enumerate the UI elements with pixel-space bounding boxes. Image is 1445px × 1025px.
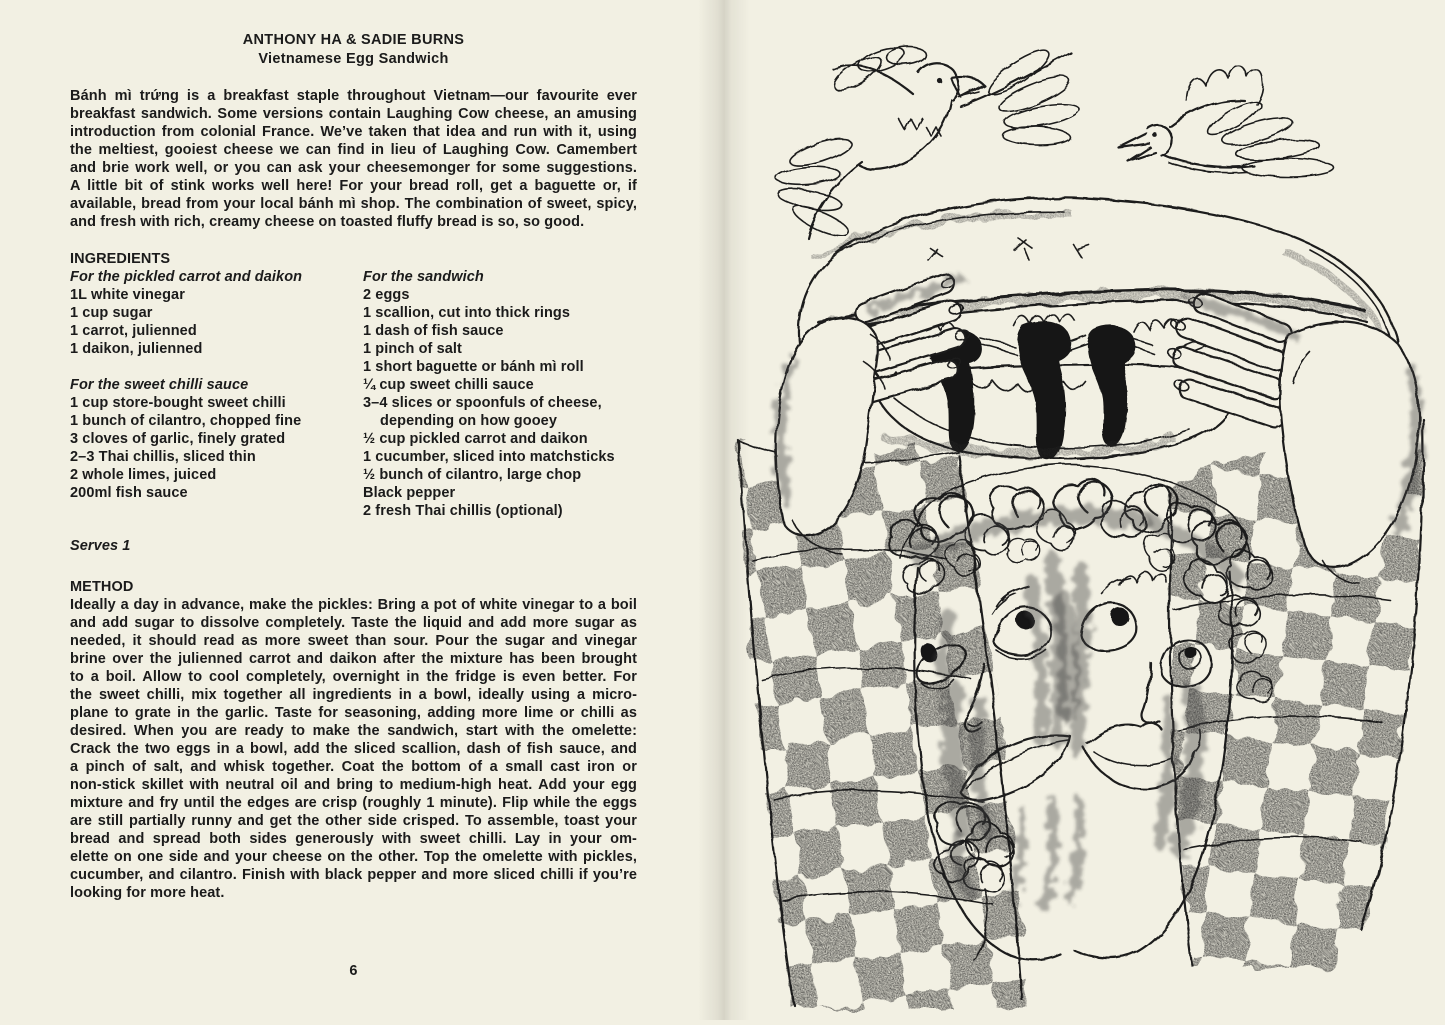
ingredient-line: 1 carrot, julienned [70, 323, 197, 339]
ingredient-line: For the sandwich [363, 269, 484, 285]
ingredient-line: 1 dash of fish sauce [363, 323, 504, 339]
method-line: looking for more heat. [70, 885, 225, 901]
method-line: mixture and fry until the edges are crisp (roughly 1 minute). Flip while the eggs [70, 795, 637, 811]
ingredient-line: ¼ cup sweet chilli sauce [363, 377, 534, 393]
method-line: and add sugar to dissolve completely. Taste the liquid and add more sugar as [70, 615, 637, 631]
ingredient-line: For the pickled carrot and daikon [70, 269, 303, 285]
page-number: 6 [349, 963, 358, 979]
ingredient-line: 3–4 slices or spoonfuls of cheese, [363, 395, 602, 411]
ingredient-line: 1 daikon, julienned [70, 341, 203, 357]
intro-line: available, bread from your local bánh mì shop. The combination of sweet, spicy, [70, 196, 637, 212]
ingredient-line: 2 eggs [363, 287, 410, 303]
recipe-page [0, 0, 722, 1020]
ingredient-line: 2 fresh Thai chillis (optional) [363, 503, 563, 519]
ingredient-line: 1 cup store-bought sweet chilli [70, 395, 286, 411]
ingredient-line: ½ bunch of cilantro, large chop [363, 467, 582, 483]
ingredient-line: 1L white vinegar [70, 287, 185, 303]
bird-right-drawing [1118, 66, 1334, 177]
title-block [70, 31, 637, 69]
ingredient-line: 1 short baguette or bánh mì roll [363, 359, 584, 375]
method-line: are still partially runny and get the other side crisped. To assemble, toast your [70, 813, 637, 829]
intro-line: A little bit of stink works well here! For your bread roll, get a baguette or, if [70, 178, 637, 194]
method-line: elette on one side and your cheese on the other. Top the omelette with pickles, [70, 849, 637, 865]
method-line: to a boil. Allow to cool completely, overnight in the fridge is even better. For [70, 669, 637, 685]
banh-mi-illustration [722, 0, 1445, 1020]
recipe-title: Vietnamese Egg Sandwich [258, 51, 449, 67]
intro-line: Bánh mì trứng is a breakfast staple throughout Vietnam—our favourite ever [70, 88, 637, 104]
ingredient-line: 2–3 Thai chillis, sliced thin [70, 449, 256, 465]
ingredient-line: 1 cup sugar [70, 305, 153, 321]
intro-line: introduction from colonial France. We’ve taken that idea and run with it, using [70, 124, 637, 140]
ingredients-heading: INGREDIENTS [70, 251, 171, 267]
ingredient-line: 2 whole limes, juiced [70, 467, 217, 483]
ingredient-line [70, 358, 360, 376]
serves-note: Serves 1 [70, 538, 131, 554]
method-line: needed, it should read as more sweet than sour. Pour the sugar and vinegar [70, 633, 637, 649]
method-line: the sweet chilli, mix together all ingredients in a bowl, ideally using a micro- [70, 687, 637, 703]
intro-line: and brie work well, or you can ask your cheesemonger for some suggestions. [70, 160, 637, 176]
ingredient-line: 1 cucumber, sliced into matchsticks [363, 449, 615, 465]
method-line: non-stick skillet with neutral oil and bring to medium-high heat. Add your egg [70, 777, 637, 793]
method-line: bread and spread both sides generously with sweet chilli. Lay in your om- [70, 831, 637, 847]
intro-line: breakfast sandwich. Some versions contain Laughing Cow cheese, an amusing [70, 106, 637, 122]
ingredient-line: ½ cup pickled carrot and daikon [363, 431, 588, 447]
author-byline: ANTHONY HA & SADIE BURNS [242, 32, 465, 48]
ingredient-line: For the sweet chilli sauce [70, 377, 249, 393]
method-line: cucumber, and cilantro. Finish with black pepper and more sliced chilli if you’re [70, 867, 637, 883]
ingredient-line: depending on how gooey [380, 413, 557, 429]
method-line: desired. When you are ready to make the sandwich, start with the omelette: [70, 723, 637, 739]
ingredients-column-1 [70, 268, 360, 502]
ingredient-line: 1 scallion, cut into thick rings [363, 305, 571, 321]
ingredients-column-2 [363, 268, 638, 520]
method-line: a pinch of salt, and whisk together. Coat the bottom of a small cast iron or [70, 759, 637, 775]
method-line: Ideally a day in advance, make the pickles: Bring a pot of white vinegar to a boil [70, 597, 637, 613]
method-line: plane to grate in the garlic. Taste for seasoning, adding more lime or chilli as [70, 705, 637, 721]
ingredient-line: 1 pinch of salt [363, 341, 462, 357]
intro-line: the meltiest, gooiest cheese we can find in lieu of Laughing Cow. Camembert [70, 142, 637, 158]
method-heading: METHOD [70, 579, 134, 595]
method-line: Crack the two eggs in a bowl, add the sliced scallion, dash of fish sauce, and [70, 741, 637, 757]
ingredient-line: 1 bunch of cilantro, chopped fine [70, 413, 302, 429]
method-line: brine over the julienned carrot and daikon after the mixture has been brought [70, 651, 637, 667]
illustration-page [722, 0, 1445, 1020]
ingredient-line: 3 cloves of garlic, finely grated [70, 431, 286, 447]
intro-line: and fresh with rich, creamy cheese on toasted fluffy bread is so, so good. [70, 214, 585, 230]
ingredient-line: Black pepper [363, 485, 456, 501]
method-paragraph [70, 596, 637, 902]
intro-paragraph [70, 87, 637, 231]
ingredient-line: 200ml fish sauce [70, 485, 188, 501]
